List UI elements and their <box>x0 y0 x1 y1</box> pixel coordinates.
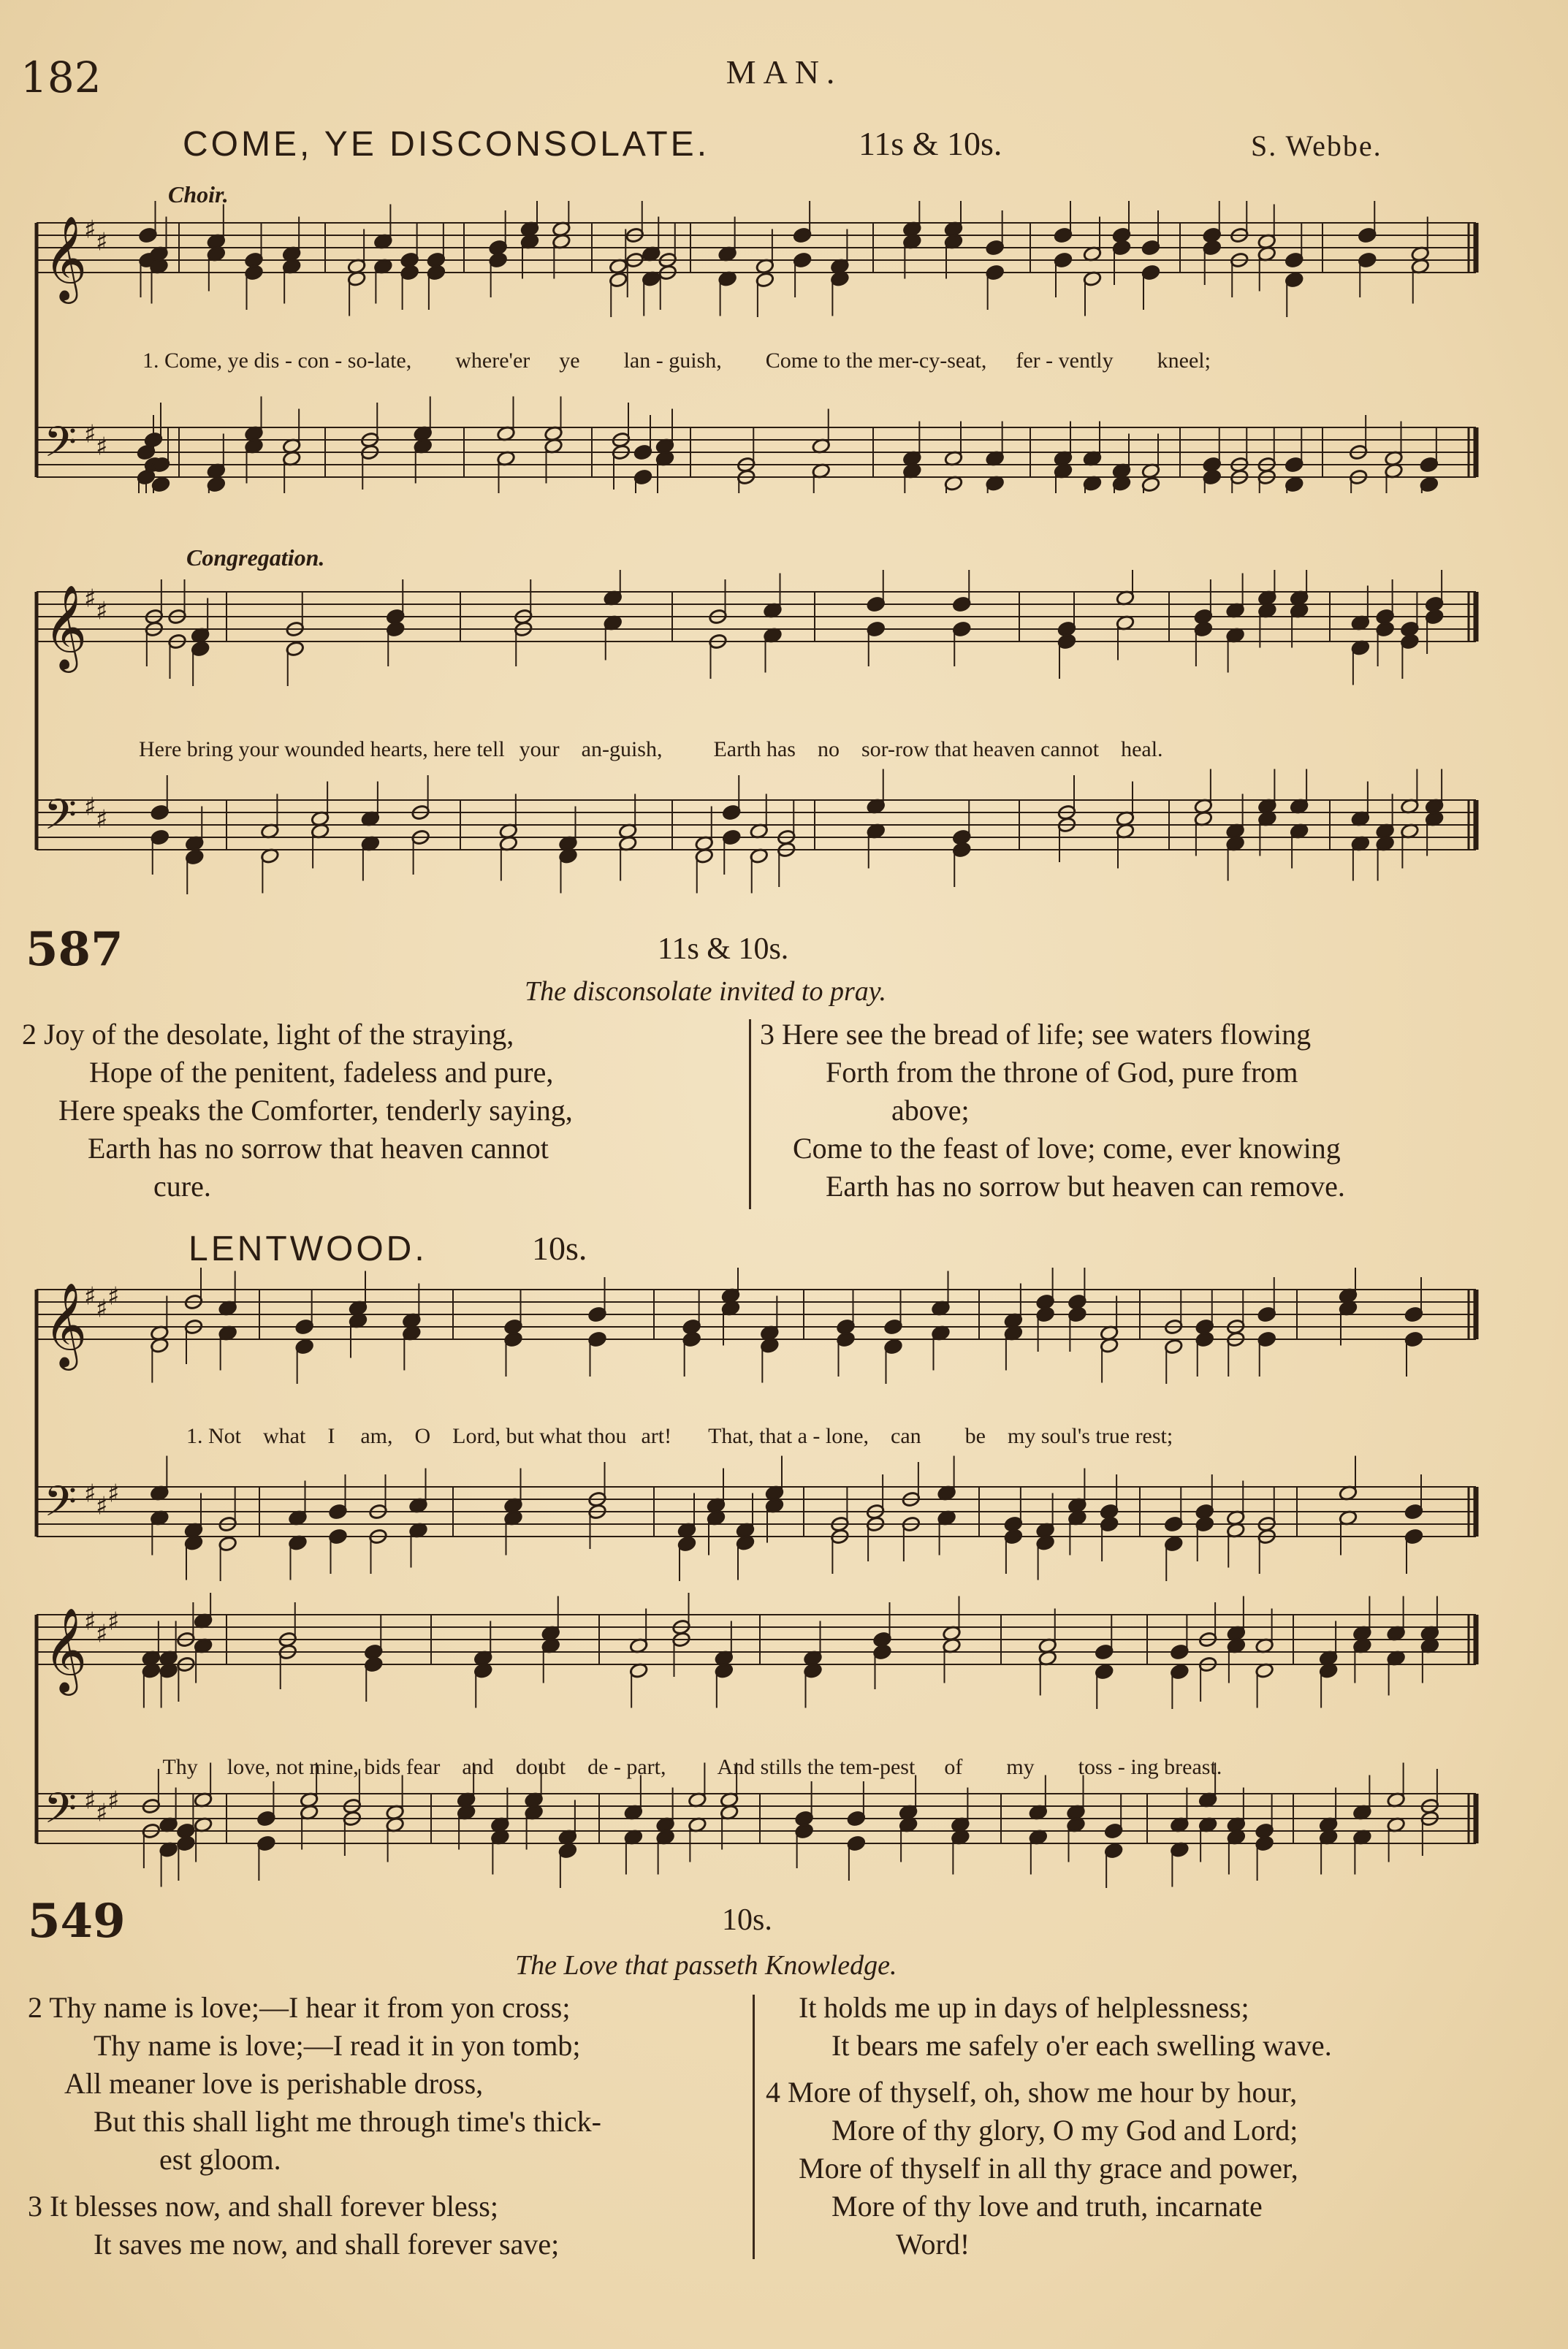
lyric-syllable: my <box>1006 1755 1035 1779</box>
congregation-label: Congregation. <box>186 544 325 571</box>
verse-line: It saves me now, and shall forever save; <box>94 2228 560 2261</box>
sharp-icon: ♯ <box>96 1294 108 1324</box>
sharp-icon: ♯ <box>84 584 96 614</box>
lyric-syllable: be <box>964 1424 986 1448</box>
treble-staff <box>37 1593 1476 1709</box>
sharp-icon: ♯ <box>84 215 96 245</box>
verse-line: Come to the feast of love; come, ever knowing <box>793 1132 1341 1165</box>
choir-label: Choir. <box>168 181 229 208</box>
sharp-icon: ♯ <box>84 419 96 449</box>
lyric-syllable: Lord, but what thou <box>452 1424 627 1448</box>
treble-staff <box>37 570 1476 686</box>
hymn-meter: 10s. <box>722 1903 772 1937</box>
lyric-syllable: what <box>263 1424 306 1448</box>
lyric-syllable: doubt <box>515 1755 566 1779</box>
verse-line: 3 Here see the bread of life; see waters flowing <box>760 1018 1312 1051</box>
hymn-subtitle: The disconsolate invited to pray. <box>525 976 887 1007</box>
verse-line: Earth has no sorrow that heaven cannot <box>88 1132 549 1165</box>
treble-clef-icon: 𝄞 <box>44 1607 88 1692</box>
sharp-icon: ♯ <box>96 1491 108 1521</box>
lyric-syllable: an-guish, <box>581 737 663 761</box>
lyric-syllable: heal. <box>1121 737 1163 761</box>
lyric-syllable: ye <box>559 349 580 373</box>
lyric-syllable: I <box>327 1424 335 1448</box>
verse-line: Here speaks the Comforter, tenderly saying, <box>58 1094 573 1127</box>
treble-staff <box>37 1268 1476 1384</box>
lyric-syllable: toss - ing breast. <box>1078 1755 1222 1779</box>
lyrics-line-2 <box>128 712 1163 762</box>
column-divider <box>749 1019 751 1209</box>
lyric-syllable: That, that a - lone, <box>708 1424 869 1448</box>
lyric-syllable: Here bring your wounded hearts, here tell <box>139 737 505 761</box>
lyric-syllable: fer - vently <box>1016 349 1114 373</box>
bass-clef-icon: 𝄢 <box>44 1783 77 1843</box>
sharp-icon: ♯ <box>107 1479 120 1509</box>
lyric-syllable: kneel; <box>1157 349 1211 373</box>
hymn-meter: 11s & 10s. <box>658 932 789 966</box>
lyric-syllable: where'er <box>455 349 530 373</box>
sharp-icon: ♯ <box>84 1607 96 1637</box>
bass-clef-icon: 𝄢 <box>44 417 77 477</box>
lyric-syllable: can <box>891 1424 921 1448</box>
hymn-number-549: 549 <box>28 1894 126 1949</box>
verse-line: Word! <box>896 2228 970 2261</box>
hymn-number-587: 587 <box>26 922 123 977</box>
verse-line: More of thy glory, O my God and Lord; <box>831 2114 1298 2147</box>
verse-line: Earth has no sorrow but heaven can remove. <box>826 1170 1345 1203</box>
verse-line: 3 It blesses now, and shall forever bless; <box>28 2190 498 2223</box>
verse-line: 2 Joy of the desolate, light of the straying, <box>22 1018 514 1051</box>
verse-line: All meaner love is perishable dross, <box>64 2067 484 2100</box>
lyric-syllable: of <box>944 1755 963 1779</box>
lyric-syllable: my soul's true rest; <box>1008 1424 1173 1448</box>
sharp-icon: ♯ <box>96 1798 108 1828</box>
treble-clef-icon: 𝄞 <box>44 1282 88 1367</box>
lyric-syllable: love, not mine, bids fear <box>227 1755 441 1779</box>
treble-clef-icon: 𝄞 <box>44 215 88 300</box>
column-divider <box>753 1995 755 2259</box>
lyric-syllable: de - part, <box>587 1755 666 1779</box>
tune-title-lentwood: LENTWOOD. <box>189 1230 427 1268</box>
verse-line: More of thyself in all thy grace and power, <box>799 2152 1298 2185</box>
verse-line: It holds me up in days of helplessness; <box>799 1991 1249 2024</box>
lyric-syllable: 1. Come, ye dis - con - so-late, <box>142 349 412 373</box>
verse-line: Forth from the throne of God, pure from <box>826 1056 1298 1089</box>
sharp-icon: ♯ <box>84 1786 96 1816</box>
sharp-icon: ♯ <box>96 227 108 257</box>
lyric-syllable: am, <box>360 1424 393 1448</box>
lyric-syllable: art! <box>641 1424 672 1448</box>
sharp-icon: ♯ <box>96 1619 108 1649</box>
lyric-syllable: and <box>462 1755 494 1779</box>
verse-line: But this shall light me through time's thick- <box>94 2105 601 2138</box>
tune-meter: 11s & 10s. <box>859 125 1002 162</box>
bass-staff <box>37 1763 1476 1889</box>
page-number: 182 <box>20 53 102 102</box>
sharp-icon: ♯ <box>84 1282 96 1311</box>
verse-column-left <box>28 1989 751 2264</box>
bass-clef-icon: 𝄢 <box>44 790 77 850</box>
lyric-syllable: Come to the mer-cy-seat, <box>765 349 987 373</box>
verse-line: est gloom. <box>159 2143 281 2176</box>
lyric-syllable: no <box>817 737 840 761</box>
treble-clef-icon: 𝄞 <box>44 584 88 669</box>
sharp-icon: ♯ <box>107 1282 120 1311</box>
lyrics-line-4 <box>152 1730 1222 1780</box>
lyric-syllable: Thy <box>162 1755 198 1779</box>
sharp-icon: ♯ <box>107 1607 120 1637</box>
verse-column-right <box>766 1989 1548 2264</box>
hymn-subtitle: The Love that passeth Knowledge. <box>515 1950 897 1981</box>
verse-line: 2 Thy name is love;—I hear it from yon cross; <box>28 1991 571 2024</box>
verse-line: above; <box>891 1094 970 1127</box>
verse-line: Hope of the penitent, fadeless and pure, <box>89 1056 554 1089</box>
verse-line: Thy name is love;—I read it in yon tomb; <box>94 2029 581 2062</box>
verse-column-left <box>22 1016 745 1206</box>
lyric-syllable: your <box>519 737 560 761</box>
lyrics-line-1 <box>132 324 1211 373</box>
sharp-icon: ♯ <box>107 1786 120 1816</box>
running-head: MAN. <box>726 53 842 91</box>
lyric-syllable: O <box>414 1424 431 1448</box>
lyric-syllable: lan - guish, <box>623 349 722 373</box>
tune-title-come-ye-disconsolate: COME, YE DISCONSOLATE. <box>183 125 710 164</box>
lyric-syllable: And stills the tem-pest <box>717 1755 916 1779</box>
lyric-syllable: sor-row that heaven cannot <box>861 737 1100 761</box>
verse-column-right <box>760 1016 1549 1206</box>
bass-staff <box>37 769 1476 895</box>
verse-line: 4 More of thyself, oh, show me hour by hour, <box>766 2076 1298 2109</box>
bass-staff <box>37 1456 1476 1582</box>
lyric-syllable: 1. Not <box>186 1424 241 1448</box>
bass-staff <box>37 397 1476 494</box>
lyric-syllable: Earth has <box>713 737 796 761</box>
tune-meter: 10s. <box>532 1230 587 1267</box>
verse-line: cure. <box>153 1170 211 1203</box>
sharp-icon: ♯ <box>84 792 96 822</box>
sharp-icon: ♯ <box>96 432 108 462</box>
sharp-icon: ♯ <box>96 596 108 626</box>
sharp-icon: ♯ <box>84 1479 96 1509</box>
composer: S. Webbe. <box>1251 129 1382 162</box>
sharp-icon: ♯ <box>96 804 108 834</box>
treble-staff <box>37 201 1476 317</box>
bass-clef-icon: 𝄢 <box>44 1477 77 1537</box>
lyrics-line-3 <box>175 1399 1173 1449</box>
verse-line: It bears me safely o'er each swelling wave. <box>831 2029 1332 2062</box>
verse-line: More of thy love and truth, incarnate <box>831 2190 1263 2223</box>
